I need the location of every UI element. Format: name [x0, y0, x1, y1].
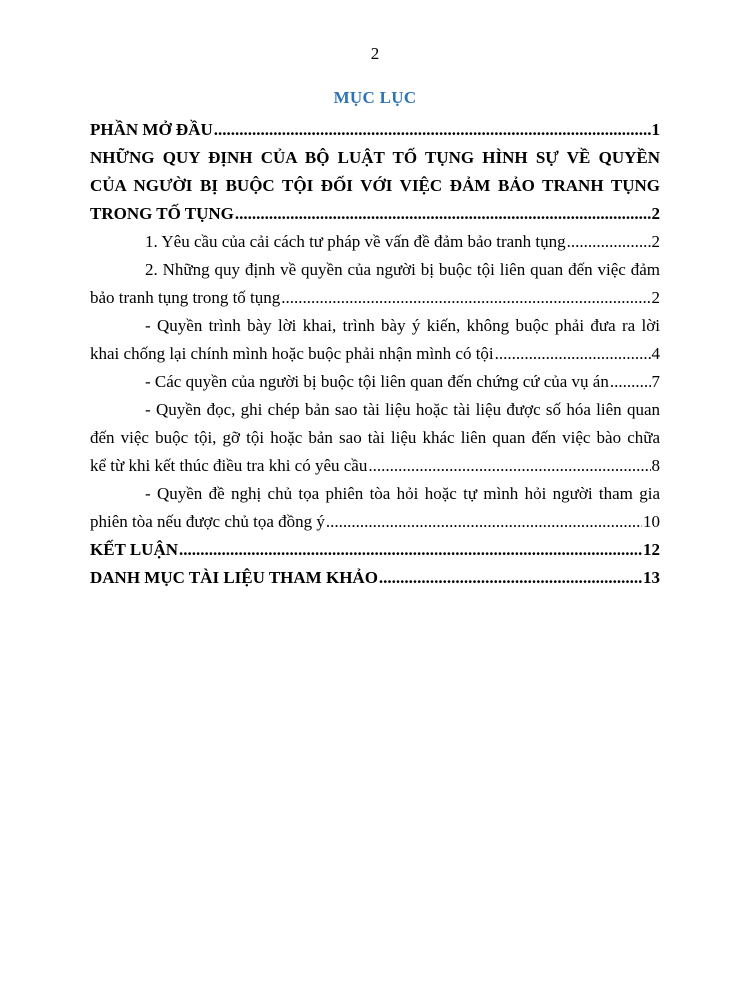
dot-leader [281, 284, 650, 312]
toc-page-number: 7 [651, 372, 660, 391]
toc-entry[interactable] [90, 256, 660, 312]
dot-leader [379, 564, 642, 592]
toc-entry-last-line [90, 116, 660, 144]
toc-entry-last-line [90, 564, 660, 592]
toc-entry-text-line: CỦA NGƯỜI BỊ BUỘC TỘI ĐỐI VỚI VIỆC ĐẢM BẢO TRANH TỤNG [90, 176, 660, 195]
toc-page-number: 2 [651, 204, 660, 223]
toc-entry[interactable] [90, 396, 660, 480]
toc-entry[interactable] [90, 116, 660, 144]
toc-entry-title: bảo tranh tụng trong tố tụng [90, 288, 281, 307]
toc-page-number: 1 [651, 120, 660, 139]
toc-entry-title: 1. Yêu cầu của cải cách tư pháp về vấn đề đảm bảo tranh tụng [145, 232, 566, 251]
toc-entry-title: - Các quyền của người bị buộc tội liên quan đến chứng cứ của vụ án [145, 372, 609, 391]
dot-leader [235, 200, 651, 228]
toc-entry-text-line: - Quyền trình bày lời khai, trình bày ý kiến, không buộc phải đưa ra lời [145, 316, 660, 335]
toc-entry-last-line [90, 368, 660, 396]
toc-entry-last-line [90, 284, 660, 312]
toc-entry-last-line [90, 508, 660, 536]
toc-entry-title: TRONG TỐ TỤNG [90, 204, 234, 223]
toc-page-number: 10 [643, 512, 660, 531]
toc-page-number: 8 [651, 456, 660, 475]
dot-leader [179, 536, 642, 564]
toc-entry-text-line: - Quyền đề nghị chủ tọa phiên tòa hỏi hoặc tự mình hỏi người tham gia [145, 484, 660, 503]
toc-entry-text-line: đến việc buộc tội, gỡ tội hoặc bản sao tài liệu khác liên quan đến việc bào chữa [90, 428, 660, 447]
toc-page-number: 2 [651, 232, 660, 251]
toc-entry-last-line [90, 228, 660, 256]
toc-entry-last-line [90, 340, 660, 368]
dot-leader [610, 368, 651, 396]
table-of-contents [90, 116, 660, 592]
toc-entry-title: khai chống lại chính mình hoặc buộc phải nhận mình có tội [90, 344, 494, 363]
page-number: 2 [370, 44, 380, 63]
toc-entry[interactable] [90, 144, 660, 228]
toc-entry[interactable] [90, 480, 660, 536]
toc-entry-last-line [90, 200, 660, 228]
toc-entry-text-line: NHỮNG QUY ĐỊNH CỦA BỘ LUẬT TỐ TỤNG HÌNH SỰ VỀ QUYỀN [90, 148, 660, 167]
dot-leader [214, 116, 651, 144]
toc-entry-last-line [90, 452, 660, 480]
toc-title: MỤC LỤC [333, 88, 417, 107]
toc-page-number: 2 [651, 288, 660, 307]
dot-leader [495, 340, 651, 368]
toc-entry[interactable] [90, 536, 660, 564]
toc-entry-title: KẾT LUẬN [90, 540, 179, 559]
toc-entry-last-line [90, 536, 660, 564]
toc-page-number: 13 [643, 568, 660, 587]
toc-entry-title: kể từ khi kết thúc điều tra khi có yêu cầu [90, 456, 368, 475]
toc-entry-title: DANH MỤC TÀI LIỆU THAM KHẢO [90, 568, 378, 587]
toc-page-number: 12 [643, 540, 660, 559]
toc-entry-title: PHẦN MỞ ĐẦU [90, 120, 213, 139]
dot-leader [567, 228, 651, 256]
toc-entry-text-line: - Quyền đọc, ghi chép bản sao tài liệu hoặc tài liệu được số hóa liên quan [145, 400, 660, 419]
toc-entry[interactable] [90, 564, 660, 592]
toc-page-number: 4 [651, 344, 660, 363]
dot-leader [368, 452, 650, 480]
toc-entry[interactable] [90, 368, 660, 396]
toc-entry-text-line: 2. Những quy định về quyền của người bị buộc tội liên quan đến việc đảm [145, 260, 660, 279]
dot-leader [326, 508, 642, 536]
toc-entry[interactable] [90, 228, 660, 256]
toc-entry[interactable] [90, 312, 660, 368]
toc-entry-title: phiên tòa nếu được chủ tọa đồng ý [90, 512, 325, 531]
